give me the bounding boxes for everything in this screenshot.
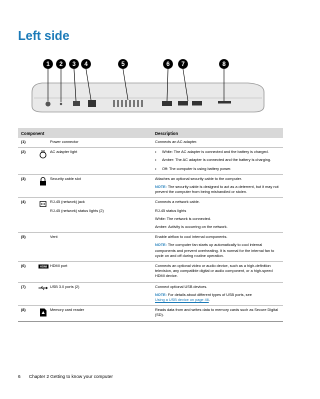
svg-text:HDMI: HDMI — [39, 264, 47, 269]
component-description: Connects an optional video or audio device, such as a high-definition television, any compatible digital or audio component, or a high-speed HDMI device. — [155, 264, 273, 279]
component-name: Power connector — [50, 140, 79, 144]
component-name: AC adapter light — [50, 150, 78, 155]
component-description: Reads data from and writes data to memory cards such as Secure Digital (SD). — [155, 308, 279, 318]
table-row — [18, 175, 283, 199]
table-row — [18, 148, 283, 175]
callout-7: 7 — [181, 62, 185, 69]
laptop-left-side-figure — [28, 54, 268, 116]
table-row — [18, 306, 283, 321]
table-row — [18, 233, 283, 262]
col-description-header: Description — [155, 130, 179, 136]
callout-6: 6 — [166, 62, 170, 69]
row-number: (7) — [21, 284, 26, 289]
callout-1: 1 — [46, 62, 50, 69]
callout-4: 4 — [84, 62, 88, 69]
component-description: Connects a network cable. RJ-45 status lights White: The network is connected. Amber: Activity is occurring on the network. — [155, 200, 228, 230]
usb-icon — [36, 285, 50, 304]
network-icon — [36, 200, 50, 230]
components-table — [18, 128, 283, 322]
hdmi-icon — [36, 264, 50, 280]
callout-8: 8 — [222, 62, 226, 69]
component-name: RJ-45 (network) jack RJ-45 (network) status lights (2) — [50, 200, 104, 213]
usb-device-link[interactable]: Using a USB device on page 46 — [155, 298, 209, 303]
component-name: USB 3.0 ports (2) — [50, 284, 80, 289]
table-header — [18, 128, 283, 138]
page-footer — [18, 374, 120, 379]
row-number: (5) — [21, 235, 26, 240]
table-row — [18, 283, 283, 307]
table-row — [18, 198, 283, 233]
row-number: (4) — [21, 200, 26, 205]
component-description: Connects an AC adapter. — [155, 140, 198, 144]
table-row — [18, 262, 283, 283]
component-description: Connect optional USB devices. NOTE: For details about different types of USB ports, see Using a USB device on page 46. — [155, 284, 252, 303]
component-description: Attaches an optional security cable to the computer. NOTE: The security cable is designed to act as a deterrent, but it may not prevent the computer from being mishandled or stolen. — [155, 176, 279, 195]
callout-3: 3 — [72, 62, 76, 69]
memory-card-icon — [36, 308, 50, 318]
component-description: • White: The AC adapter is connected and the battery is charged. • Amber: The AC adapter is connected and the battery is charging. • Off: The computer is using battery power. — [155, 150, 272, 171]
component-name: Security cable slot — [50, 176, 81, 181]
component-description: Enable airflow to cool internal components. NOTE: The computer fan starts up automatically to cool internal components and prevent overheating. It is normal for the internal fan to cycle on and off during routine operation. — [155, 235, 275, 258]
component-name: HDMI port — [50, 264, 68, 269]
row-number: (1) — [21, 140, 26, 144]
page-heading: Left side — [18, 29, 70, 43]
chapter-title: Chapter 2 Getting to know your computer — [28, 374, 113, 379]
row-number: (6) — [21, 264, 26, 269]
callout-2: 2 — [59, 62, 63, 69]
col-component-header: Component — [21, 130, 45, 136]
row-number: (8) — [21, 308, 26, 313]
page-number: 6 — [18, 374, 21, 379]
ac-adapter-icon — [36, 150, 50, 172]
row-number: (3) — [21, 176, 26, 181]
component-name: Memory card reader — [50, 308, 85, 313]
lock-icon — [36, 177, 50, 196]
callout-5: 5 — [121, 62, 125, 69]
row-number: (2) — [21, 150, 26, 155]
component-name: Vent — [50, 235, 58, 240]
table-row — [18, 138, 283, 148]
